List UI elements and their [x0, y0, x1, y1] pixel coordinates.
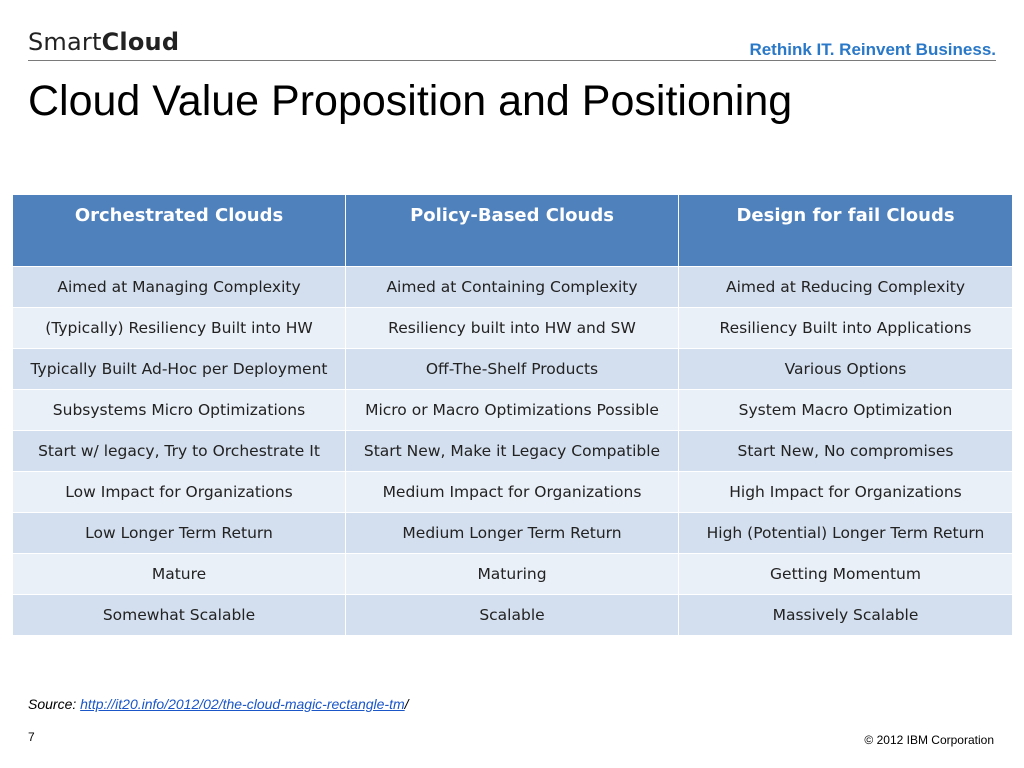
table-header-row [13, 195, 1013, 267]
table-row [13, 595, 1013, 636]
logo-text-cloud: Cloud [101, 28, 180, 56]
smartcloud-logo [28, 28, 179, 56]
table-row [13, 308, 1013, 349]
table-row [13, 554, 1013, 595]
table-row [13, 472, 1013, 513]
table-cell: Medium Longer Term Return [346, 513, 679, 554]
comparison-table [12, 194, 1013, 636]
table-cell: Start w/ legacy, Try to Orchestrate It [13, 431, 346, 472]
table-row [13, 513, 1013, 554]
column-header-policy-based: Policy-Based Clouds [346, 195, 679, 267]
table-cell: Various Options [679, 349, 1013, 390]
source-link[interactable]: http://it20.info/2012/02/the-cloud-magic-rectangle-tm [80, 696, 405, 712]
source-label: Source: [28, 696, 81, 712]
table-cell: Aimed at Containing Complexity [346, 267, 679, 308]
table-cell: Start New, Make it Legacy Compatible [346, 431, 679, 472]
table-cell: (Typically) Resiliency Built into HW [13, 308, 346, 349]
slide-title: Cloud Value Proposition and Positioning [28, 77, 793, 125]
table-cell: Massively Scalable [679, 595, 1013, 636]
table-cell: Medium Impact for Organizations [346, 472, 679, 513]
table-cell: Micro or Macro Optimizations Possible [346, 390, 679, 431]
copyright-notice: © 2012 IBM Corporation [864, 733, 994, 747]
table-cell: Typically Built Ad-Hoc per Deployment [13, 349, 346, 390]
table-cell: Low Impact for Organizations [13, 472, 346, 513]
table-cell: System Macro Optimization [679, 390, 1013, 431]
column-header-design-for-fail: Design for fail Clouds [679, 195, 1013, 267]
table-cell: Maturing [346, 554, 679, 595]
source-citation [28, 696, 409, 712]
table-cell: Getting Momentum [679, 554, 1013, 595]
column-header-orchestrated: Orchestrated Clouds [13, 195, 346, 267]
table-cell: Resiliency built into HW and SW [346, 308, 679, 349]
table-cell: Mature [13, 554, 346, 595]
table-row [13, 431, 1013, 472]
table-cell: Low Longer Term Return [13, 513, 346, 554]
table-row [13, 349, 1013, 390]
table-cell: Subsystems Micro Optimizations [13, 390, 346, 431]
table-cell: Aimed at Reducing Complexity [679, 267, 1013, 308]
table-cell: Scalable [346, 595, 679, 636]
tagline: Rethink IT. Reinvent Business. [749, 40, 996, 59]
source-suffix: / [404, 696, 409, 712]
table-cell: Resiliency Built into Applications [679, 308, 1013, 349]
header-divider [28, 60, 996, 61]
table-cell: High Impact for Organizations [679, 472, 1013, 513]
table-cell: Aimed at Managing Complexity [13, 267, 346, 308]
table-cell: High (Potential) Longer Term Return [679, 513, 1013, 554]
table-row [13, 390, 1013, 431]
table-cell: Off-The-Shelf Products [346, 349, 679, 390]
table-cell: Somewhat Scalable [13, 595, 346, 636]
table-row [13, 267, 1013, 308]
table-cell: Start New, No compromises [679, 431, 1013, 472]
page-number: 7 [28, 730, 35, 744]
logo-text-smart: Smart [28, 28, 102, 56]
